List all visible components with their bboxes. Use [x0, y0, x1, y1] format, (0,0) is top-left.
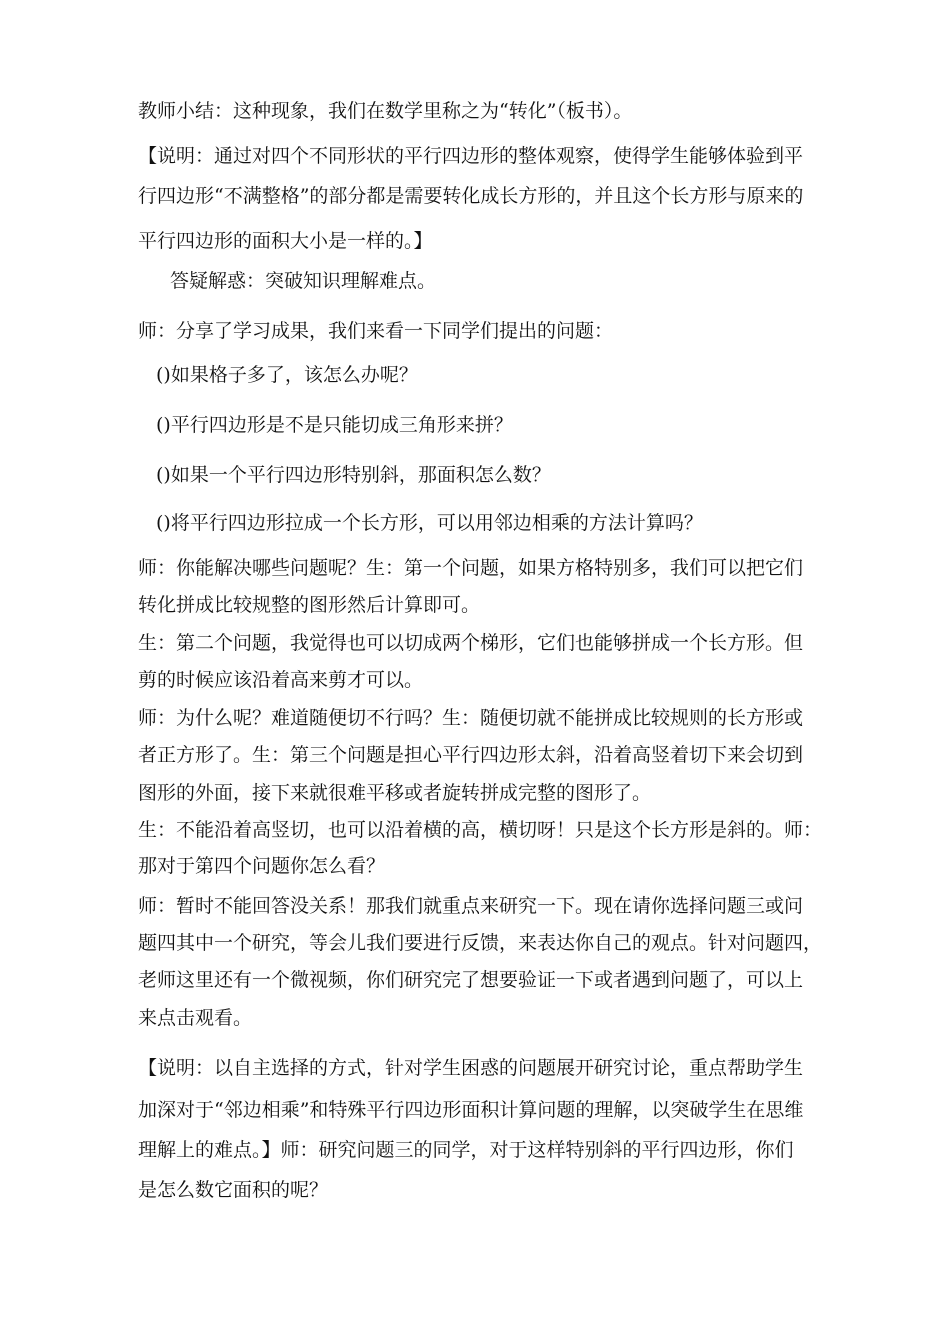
note-line: 理解上的难点。】师：研究问题三的同学，对于这样特别斜的平行四边形，你们 — [138, 1139, 794, 1161]
note-line: 平行四边形的面积大小是一样的。】 — [138, 230, 433, 252]
note-line: 是怎么数它面积的呢？ — [138, 1179, 329, 1201]
dialogue-line: 老师这里还有一个微视频，你们研究完了想要验证一下或者遇到问题了，可以上 — [138, 969, 804, 991]
dialogue-line: 来点击观看。 — [138, 1007, 253, 1029]
question-item: ()如果一个平行四边形特别斜，那面积怎么数？ — [156, 464, 551, 486]
section-heading: 答疑解惑：突破知识理解难点。 — [170, 270, 437, 292]
dialogue-line: 剪的时候应该沿着高来剪才可以。 — [138, 669, 424, 691]
dialogue-line: 师：你能解决哪些问题呢？生：第一个问题，如果方格特别多，我们可以把它们 — [138, 557, 804, 579]
note-line: 【说明：通过对四个不同形状的平行四边形的整体观察，使得学生能够体验到平 — [138, 145, 804, 167]
question-item: ()将平行四边形拉成一个长方形，可以用邻边相乘的方法计算吗？ — [156, 512, 703, 534]
dialogue-line: 者正方形了。生：第三个问题是担心平行四边形太斜，沿着高竖着切下来会切到 — [138, 744, 804, 766]
dialogue-line: 图形的外面，接下来就很难平移或者旋转拼成完整的图形了。 — [138, 782, 652, 804]
note-line: 加深对于“邻边相乘”和特殊平行四边形面积计算问题的理解，以突破学生在思维 — [138, 1099, 804, 1121]
note-line: 行四边形“不满整格”的部分都是需要转化成长方形的，并且这个长方形与原来的 — [138, 185, 804, 207]
dialogue-line: 生：不能沿着高竖切，也可以沿着横的高，横切呀！只是这个长方形是斜的。师： — [138, 819, 823, 841]
note-line: 【说明：以自主选择的方式，针对学生困惑的问题展开研究讨论，重点帮助学生 — [138, 1057, 804, 1079]
dialogue-line: 题四其中一个研究，等会儿我们要进行反馈，来表达你自己的观点。针对问题四， — [138, 932, 823, 954]
dialogue-line: 师：为什么呢？难道随便切不行吗？生：随便切就不能拼成比较规则的长方形或 — [138, 707, 804, 729]
dialogue-line: 师：暂时不能回答没关系！那我们就重点来研究一下。现在请你选择问题三或问 — [138, 895, 804, 917]
dialogue-line: 生：第二个问题，我觉得也可以切成两个梯形，它们也能够拼成一个长方形。但 — [138, 632, 804, 654]
dialogue-line: 那对于第四个问题你怎么看？ — [138, 855, 386, 877]
dialogue-line: 转化拼成比较规整的图形然后计算即可。 — [138, 594, 481, 616]
summary-line: 教师小结：这种现象，我们在数学里称之为“转化”（板书）。 — [138, 100, 633, 122]
question-item: ()如果格子多了，该怎么办呢？ — [156, 364, 418, 386]
dialogue-line: 师：分享了学习成果，我们来看一下同学们提出的问题： — [138, 320, 614, 342]
question-item: ()平行四边形是不是只能切成三角形来拼？ — [156, 414, 513, 436]
